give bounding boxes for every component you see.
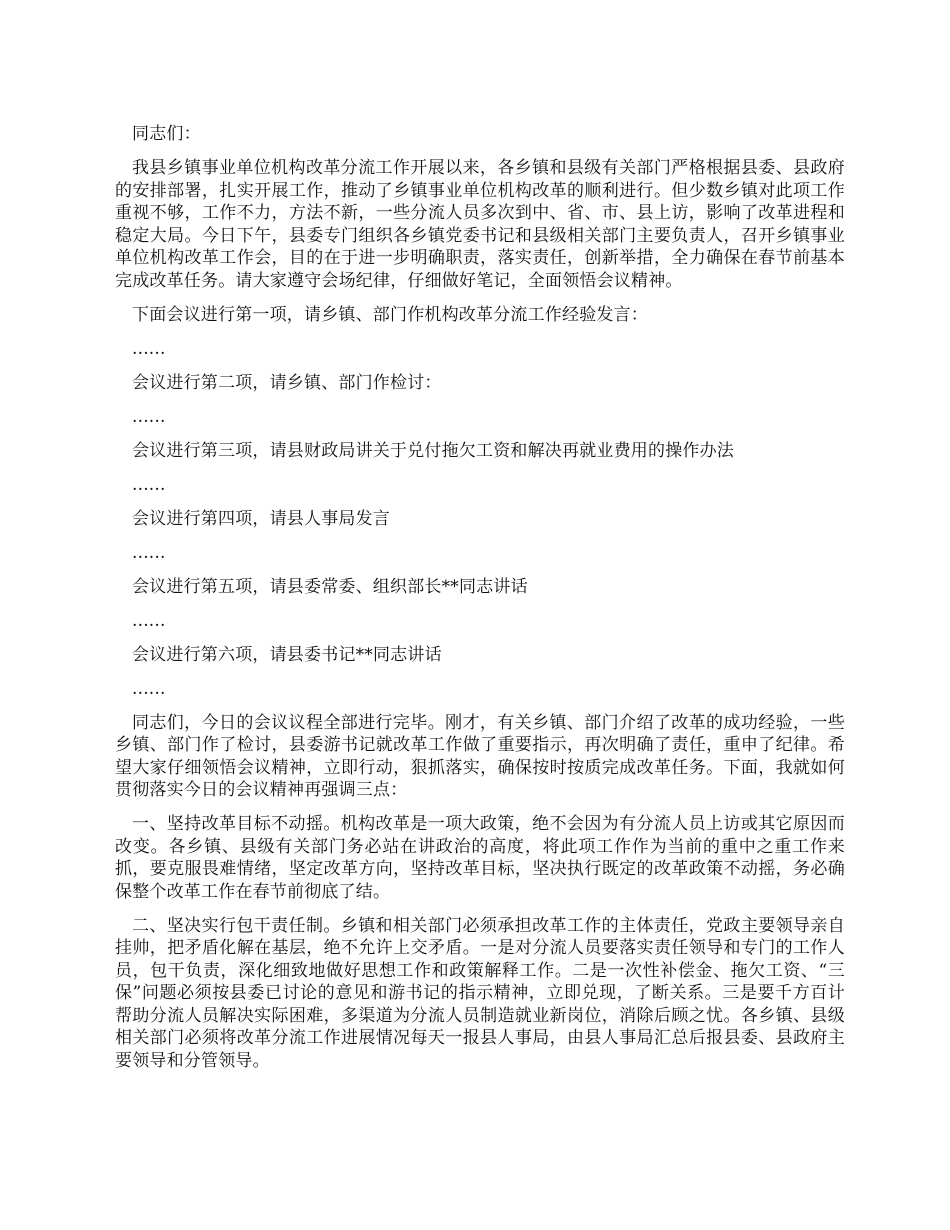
agenda-item-1: 下面会议进行第一项，请乡镇、部门作机构改革分流工作经验发言： xyxy=(132,304,648,325)
ellipsis: ...... xyxy=(132,406,166,427)
ellipsis: ...... xyxy=(132,610,166,631)
salutation: 同志们： xyxy=(132,124,201,144)
ellipsis: ...... xyxy=(132,678,166,699)
paragraph-point-1: 一、坚持改革目标不动摇。机构改革是一项大政策，绝不会因为有分流人员上访或其它原因而改变。各乡镇、县级有关部门务必站在讲政治的高度，将此项工作作为当前的重中之重工作来抓，要克服畏难情绪，坚定改革方向，坚持改革目标，坚决执行既定的改革政策不动摇，务必确保整个改革工作在春节前彻底了结。 xyxy=(115,814,845,902)
agenda-item-6: 会议进行第六项，请县委书记**同志讲话 xyxy=(132,644,442,665)
ellipsis: ...... xyxy=(132,338,166,359)
document-body xyxy=(115,123,845,1084)
ellipsis: ...... xyxy=(132,542,166,563)
paragraph-point-2: 二、坚决实行包干责任制。乡镇和相关部门必须承担改革工作的主体责任，党政主要领导亲自挂帅，把矛盾化解在基层，绝不允许上交矛盾。一是对分流人员要落实责任领导和专门的工作人员，包干负责，深化细致地做好思想工作和政策解释工作。二是一次性补偿金、拖欠工资、“三保”问题必须按县委已讨论的意见和游书记的指示精神，立即兑现，了断关系。三是要千方百计帮助分流人员解决实际困难，多渠道为分流人员制造就业新岗位，消除后顾之忧。各乡镇、县级相关部门必须将改革分流工作进展情况每天一报县人事局，由县人事局汇总后报县委、县政府主要领导和分管领导。 xyxy=(115,915,845,1071)
paragraph-intro: 我县乡镇事业单位机构改革分流工作开展以来，各乡镇和县级有关部门严格根据县委、县政府的安排部署，扎实开展工作，推动了乡镇事业单位机构改革的顺利进行。但少数乡镇对此项工作重视不够，工作不力，方法不新，一些分流人员多次到中、省、市、县上访，影响了改革进程和稳定大局。今日下午，县委专门组织各乡镇党委书记和县级相关部门主要负责人，召开乡镇事业单位机构改革工作会，目的在于进一步明确职责，落实责任，创新举措，全力确保在春节前基本完成改革任务。请大家遵守会场纪律，仔细做好笔记，全面领悟会议精神。 xyxy=(115,158,845,291)
ellipsis: ...... xyxy=(132,474,166,495)
agenda-item-4: 会议进行第四项，请县人事局发言 xyxy=(132,508,390,529)
agenda-item-3: 会议进行第三项，请县财政局讲关于兑付拖欠工资和解决再就业费用的操作办法 xyxy=(132,440,734,461)
agenda-item-5: 会议进行第五项，请县委常委、组织部长**同志讲话 xyxy=(132,576,528,597)
paragraph-summary: 同志们，今日的会议议程全部进行完毕。刚才，有关乡镇、部门介绍了改革的成功经验，一些乡镇、部门作了检讨，县委游书记就改革工作做了重要指示，再次明确了责任，重申了纪律。希望大家仔细领悟会议精神，立即行动，狠抓落实，确保按时按质完成改革任务。下面，我就如何贯彻落实今日的会议精神再强调三点： xyxy=(115,712,845,800)
agenda-item-2: 会议进行第二项，请乡镇、部门作检讨： xyxy=(132,372,442,393)
